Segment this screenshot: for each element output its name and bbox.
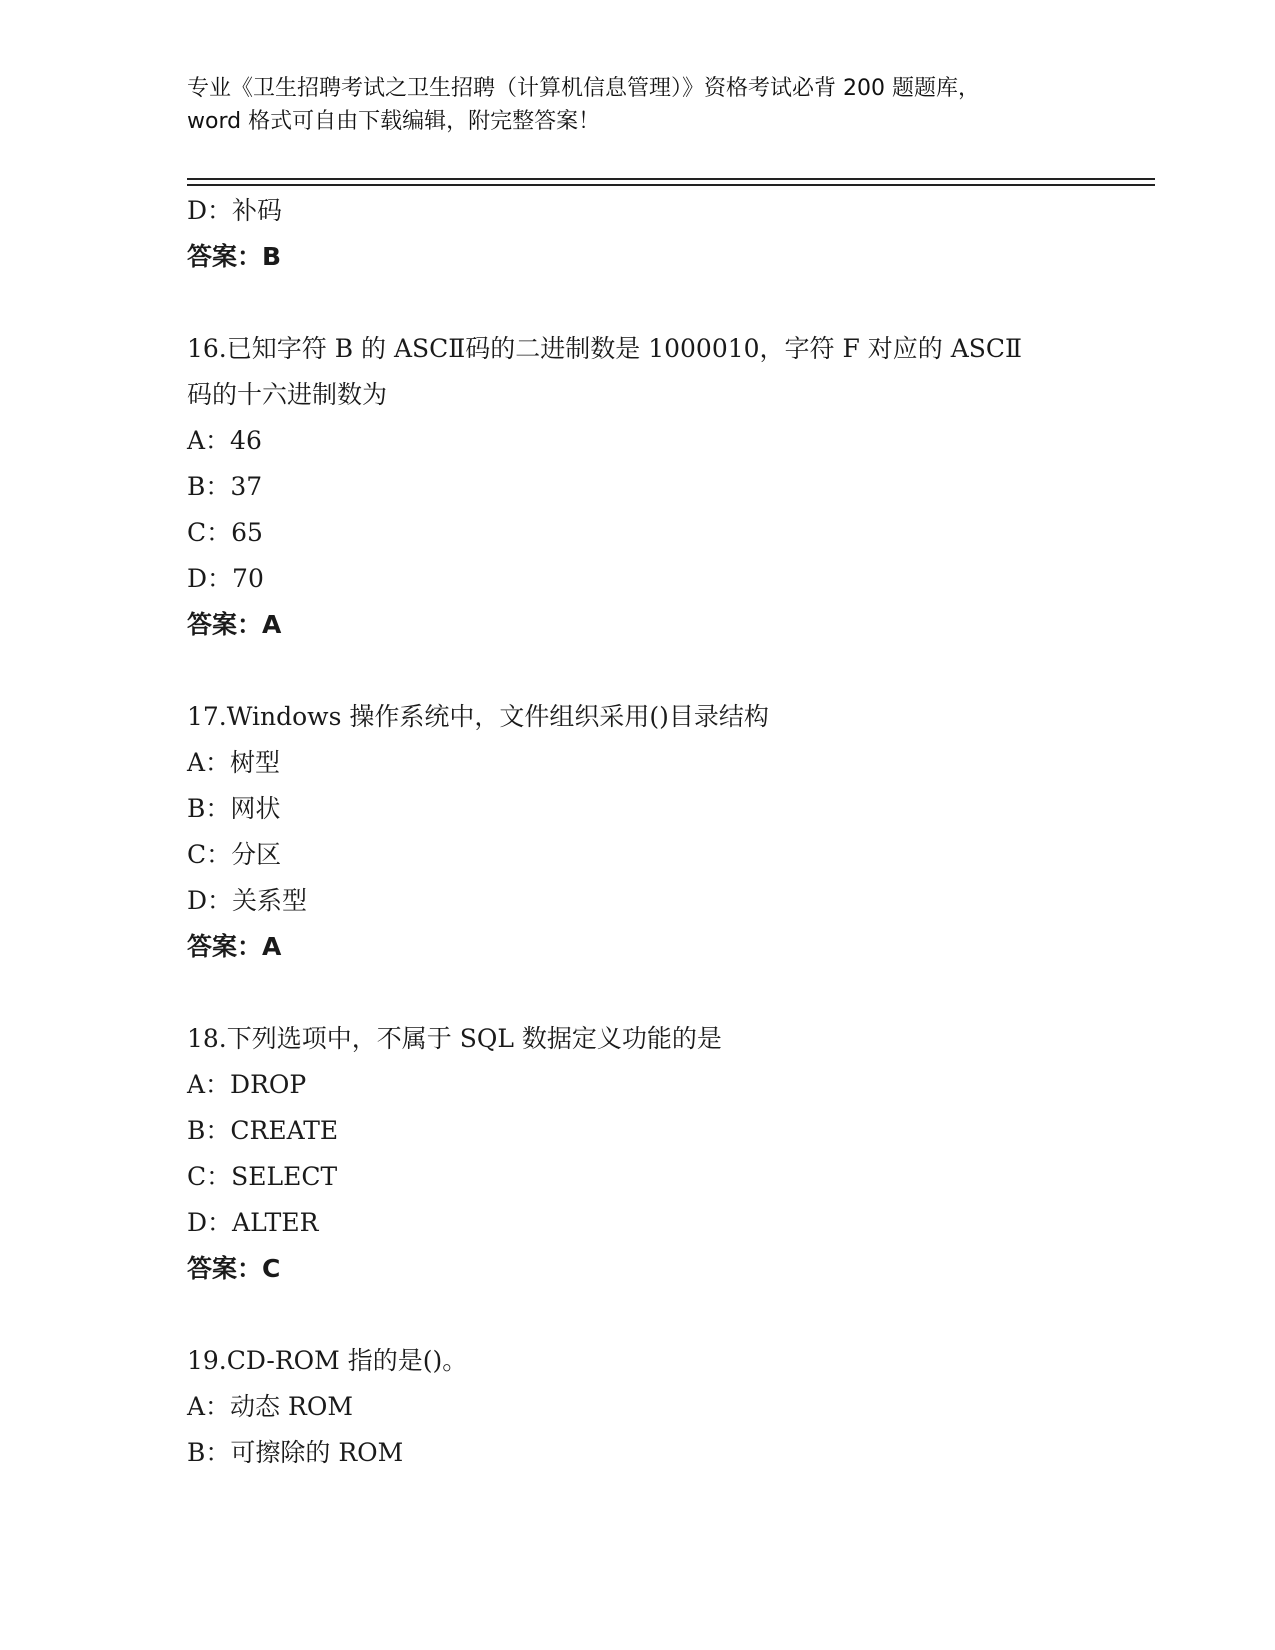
option-c: C：SELECT [187,1162,338,1191]
option-c: C：分区 [187,840,282,869]
previous-question-tail [187,188,1107,280]
option-b: B：网状 [187,794,281,823]
option-a: A：动态 ROM [187,1392,353,1421]
option-c: C：65 [187,518,263,547]
spacer [187,280,1107,326]
option-a: A：DROP [187,1070,307,1099]
spacer [187,1292,1107,1338]
question-text: 17.Windows 操作系统中，文件组织采用()目录结构 [187,702,769,731]
document-header [187,72,1087,138]
option-b: B：可擦除的 ROM [187,1438,404,1467]
question-text: 16.已知字符 B 的 ASCⅡ码的二进制数是 1000010，字符 F 对应的 ASCⅡ [187,334,1023,363]
question-text-continued: 码的十六进制数为 [187,380,388,409]
question-16 [187,326,1107,648]
question-17 [187,694,1107,970]
header-divider-top [187,178,1155,180]
answer-line: 答案：B [187,242,282,271]
option-a: A：树型 [187,748,281,777]
question-18 [187,1016,1107,1292]
spacer [187,970,1107,1016]
header-title-line-2: word 格式可自由下载编辑，附完整答案！ [187,109,601,134]
question-19 [187,1338,1107,1476]
answer-line: 答案：A [187,932,282,961]
option-d: D：ALTER [187,1208,319,1237]
spacer [187,648,1107,694]
question-text: 18.下列选项中，不属于 SQL 数据定义功能的是 [187,1024,722,1053]
header-divider-bottom [187,184,1155,186]
option-d: D：补码 [187,196,283,225]
question-list [187,188,1107,1476]
header-title-line-1: 专业《卫生招聘考试之卫生招聘（计算机信息管理）》资格考试必背 200 题题库， [187,76,980,101]
answer-line: 答案：C [187,1254,281,1283]
question-text: 19.CD-ROM 指的是()。 [187,1346,468,1375]
option-d: D：70 [187,564,264,593]
answer-line: 答案：A [187,610,282,639]
option-b: B：CREATE [187,1116,339,1145]
option-b: B：37 [187,472,263,501]
option-d: D：关系型 [187,886,308,915]
option-a: A：46 [187,426,262,455]
